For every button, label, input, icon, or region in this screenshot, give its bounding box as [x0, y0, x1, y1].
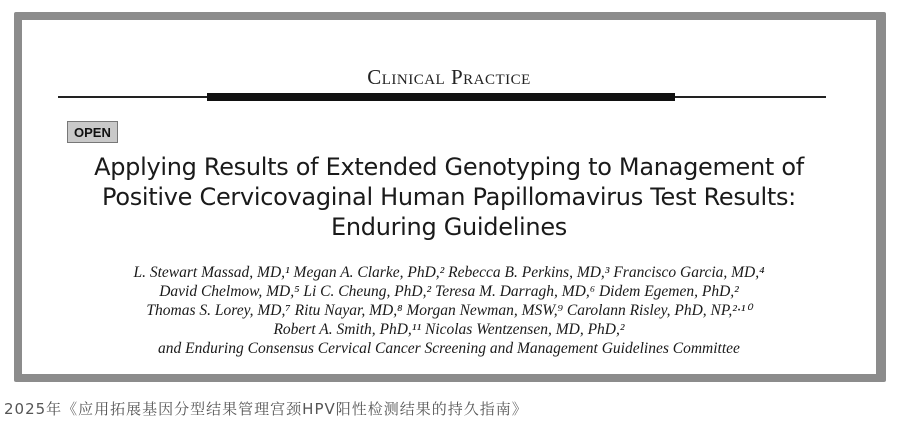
title-line: Applying Results of Extended Genotyping to Management of [94, 153, 804, 181]
title-line: Positive Cervicovaginal Human Papillomavirus Test Results: [102, 183, 796, 211]
paper-page [22, 20, 876, 374]
author-line: and Enduring Consensus Cervical Cancer Screening and Management Guidelines Committee [158, 340, 740, 357]
image-caption: 2025年《应用拓展基因分型结果管理宫颈HPV阳性检测结果的持久指南》 [4, 400, 528, 418]
section-heading: Clinical Practice [367, 65, 531, 89]
open-access-badge: OPEN [67, 121, 118, 143]
author-line: David Chelmow, MD,⁵ Li C. Cheung, PhD,² Teresa M. Darragh, MD,⁶ Didem Egemen, PhD,² [159, 283, 739, 300]
title-line: Enduring Guidelines [330, 213, 568, 241]
author-line: L. Stewart Massad, MD,¹ Megan A. Clarke, PhD,² Rebecca B. Perkins, MD,³ Francisco Garcia, MD,⁴ [133, 264, 765, 281]
author-line: Robert A. Smith, PhD,¹¹ Nicolas Wentzensen, MD, PhD,² [273, 321, 625, 338]
author-list [22, 263, 876, 358]
author-line: Thomas S. Lorey, MD,⁷ Ritu Nayar, MD,⁸ Morgan Newman, MSW,⁹ Carolann Risley, PhD, NP,²·¹⁰ [146, 302, 752, 319]
article-title [22, 152, 876, 242]
header-rule-thick [207, 93, 675, 101]
